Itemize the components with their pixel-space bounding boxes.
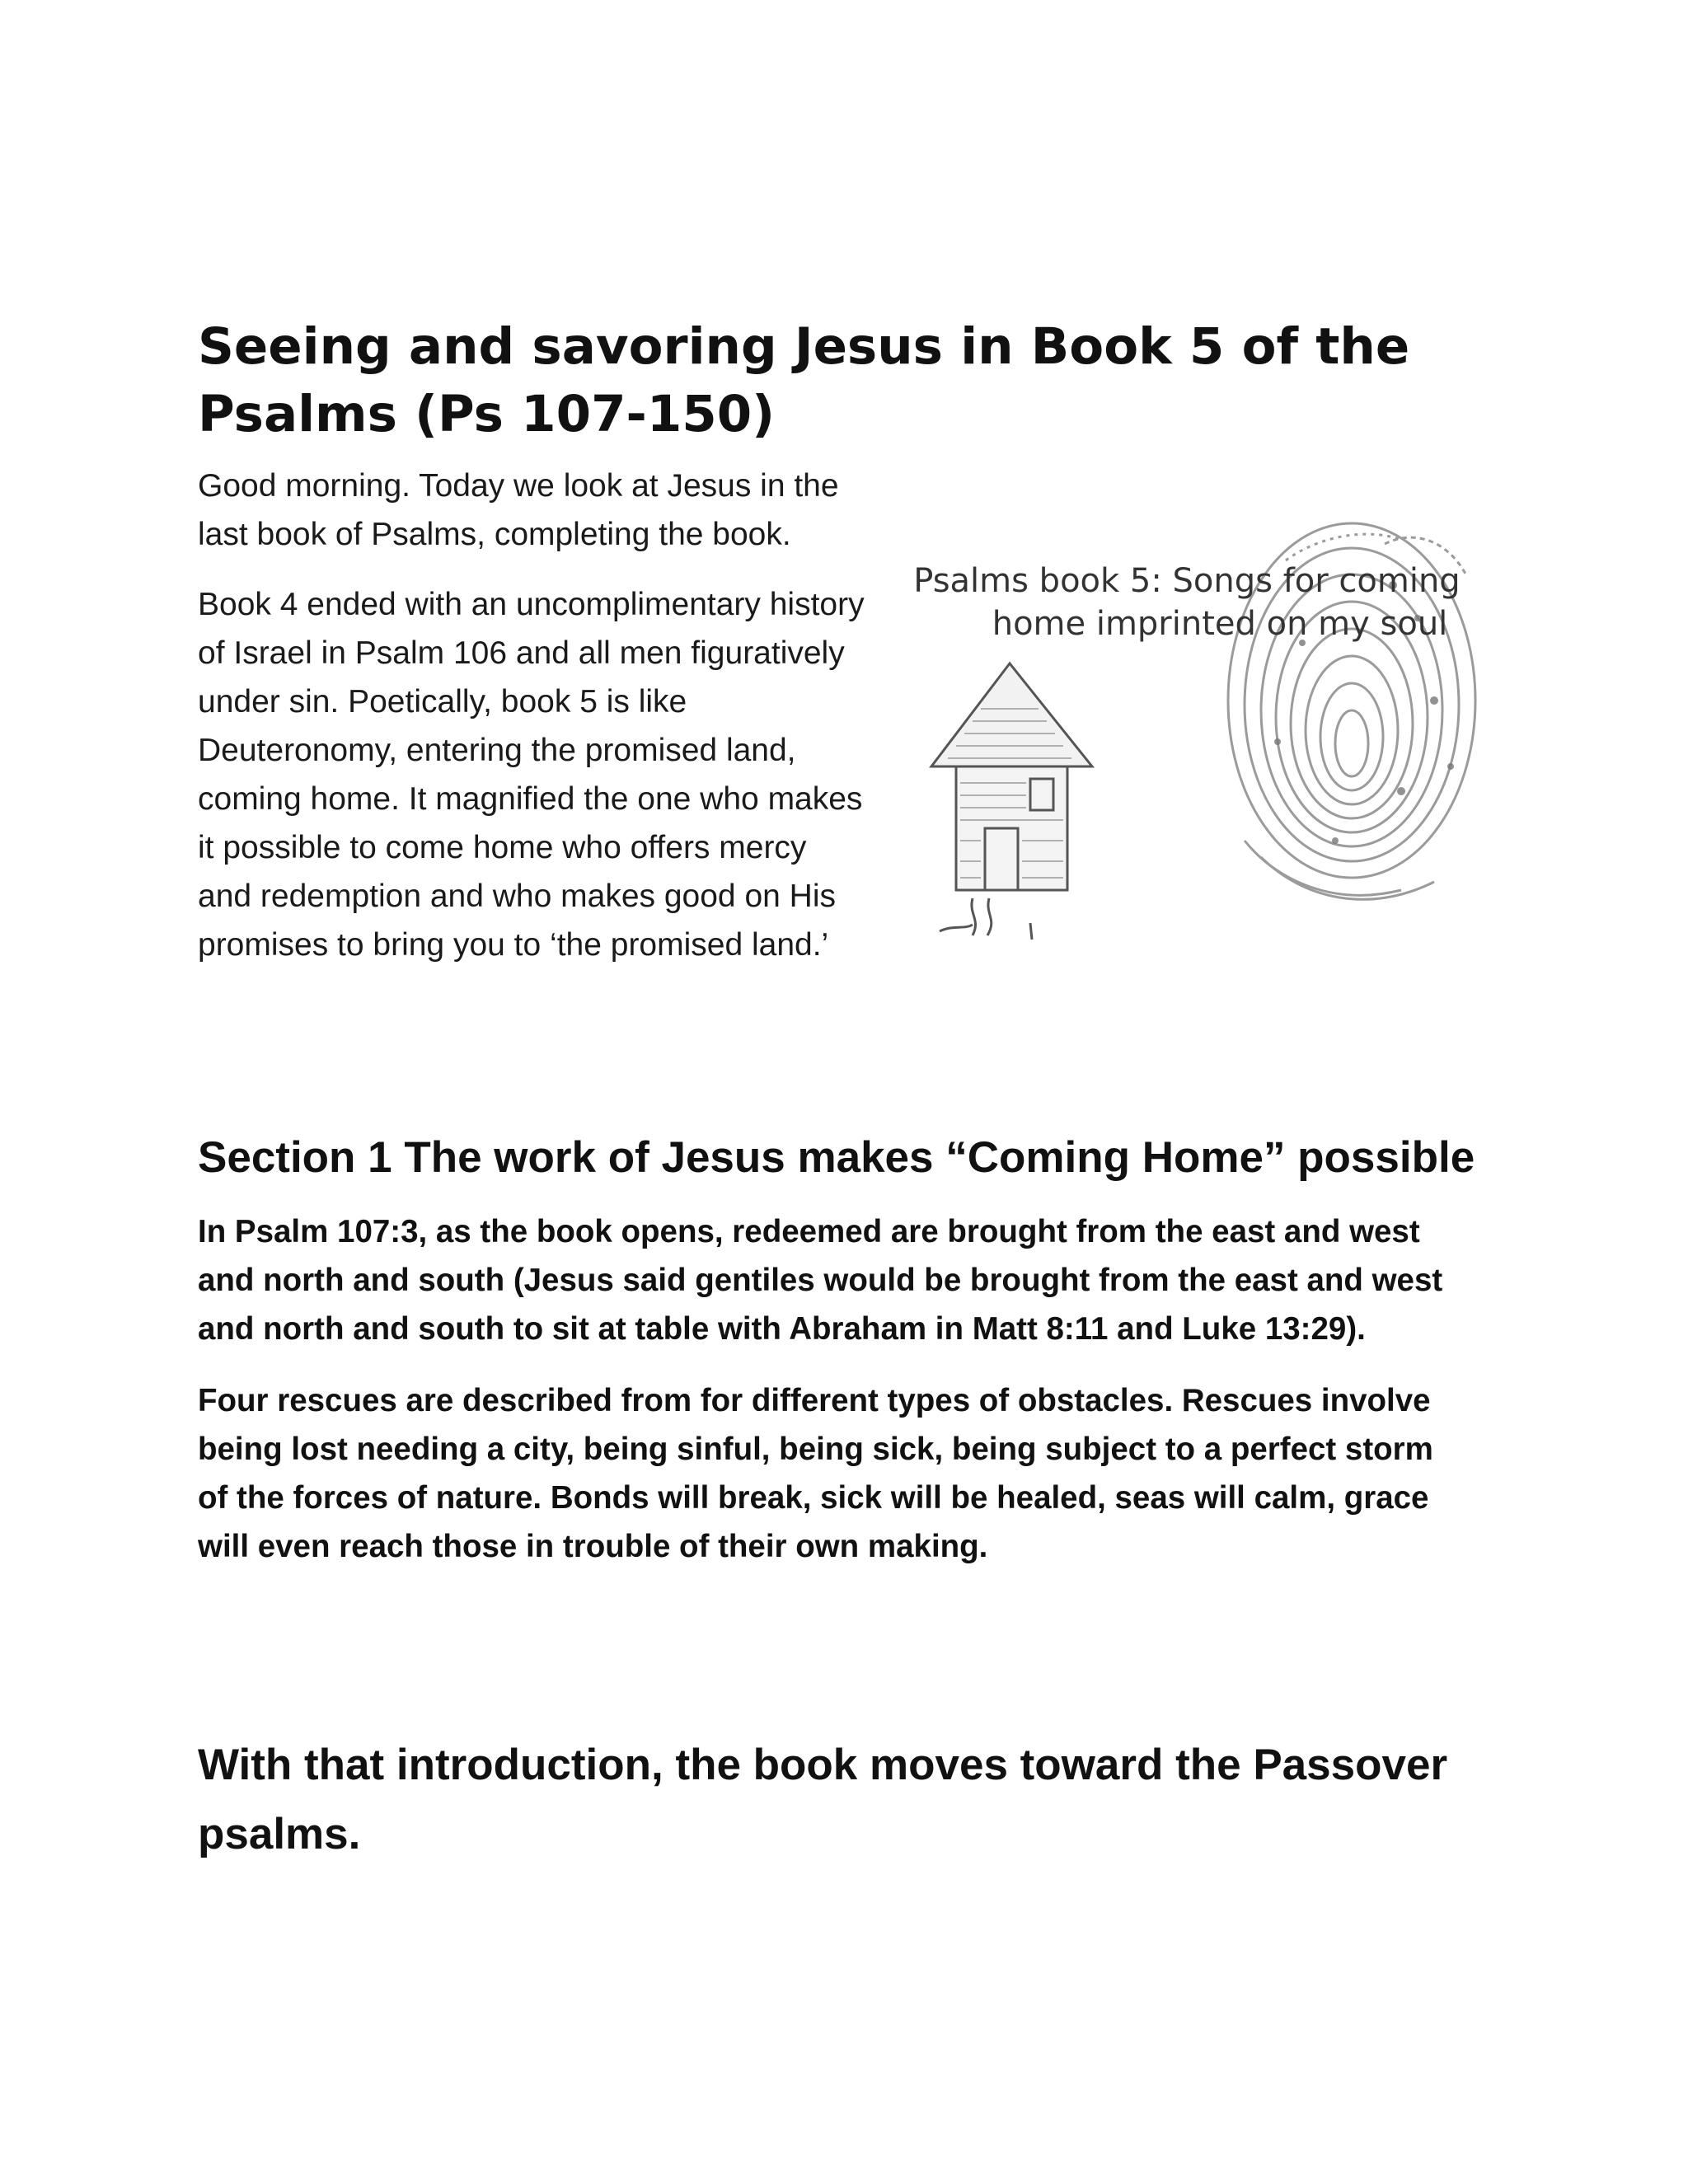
section-1-paragraph-1: In Psalm 107:3, as the book opens, redeemed are brought from the east and west and north and south (Jesus said gentiles would be brought from the east and west and north and south to sit at table with Abraham in Matt 8:11 and Luke 13:29).: [198, 1214, 1443, 1347]
intro-block: [198, 462, 1484, 991]
section-1-body: [198, 1207, 1467, 1594]
intro-paragraph-2: Book 4 ended with an uncomplimentary history of Israel in Psalm 106 and all men figuratively under sin. Poetically, book 5 is like Deuteronomy, entering the promised land, coming home. It magnified the one who makes it possible to come home who offers mercy and redemption and who makes good on His promises to bring you to ‘the promised land.’: [198, 587, 865, 963]
section-1-heading: Section 1 The work of Jesus makes “Coming Home” possible: [198, 1133, 1475, 1182]
section-1-paragraph-2: Four rescues are described from for different types of obstacles. Rescues involve being lost needing a city, being sinful, being sick, being subject to a perfect storm of the forces of nature. Bonds will break, sick will be healed, seas will calm, grace will even reach those in trouble of their own making.: [198, 1383, 1433, 1564]
house-icon: [931, 663, 1092, 940]
intro-paragraph-1: Good morning. Today we look at Jesus in the last book of Psalms, completing the book.: [198, 468, 839, 552]
figure-caption-line1: Psalms book 5: Songs for coming: [913, 562, 1461, 600]
psalms-figure: [890, 494, 1484, 940]
document-title: Seeing and savoring Jesus in Book 5 of the Psalms (Ps 107-150): [198, 317, 1410, 443]
figure-caption-line2: home imprinted on my soul: [992, 605, 1448, 643]
closing-heading: With that introduction, the book moves toward the Passover psalms.: [198, 1741, 1448, 1858]
